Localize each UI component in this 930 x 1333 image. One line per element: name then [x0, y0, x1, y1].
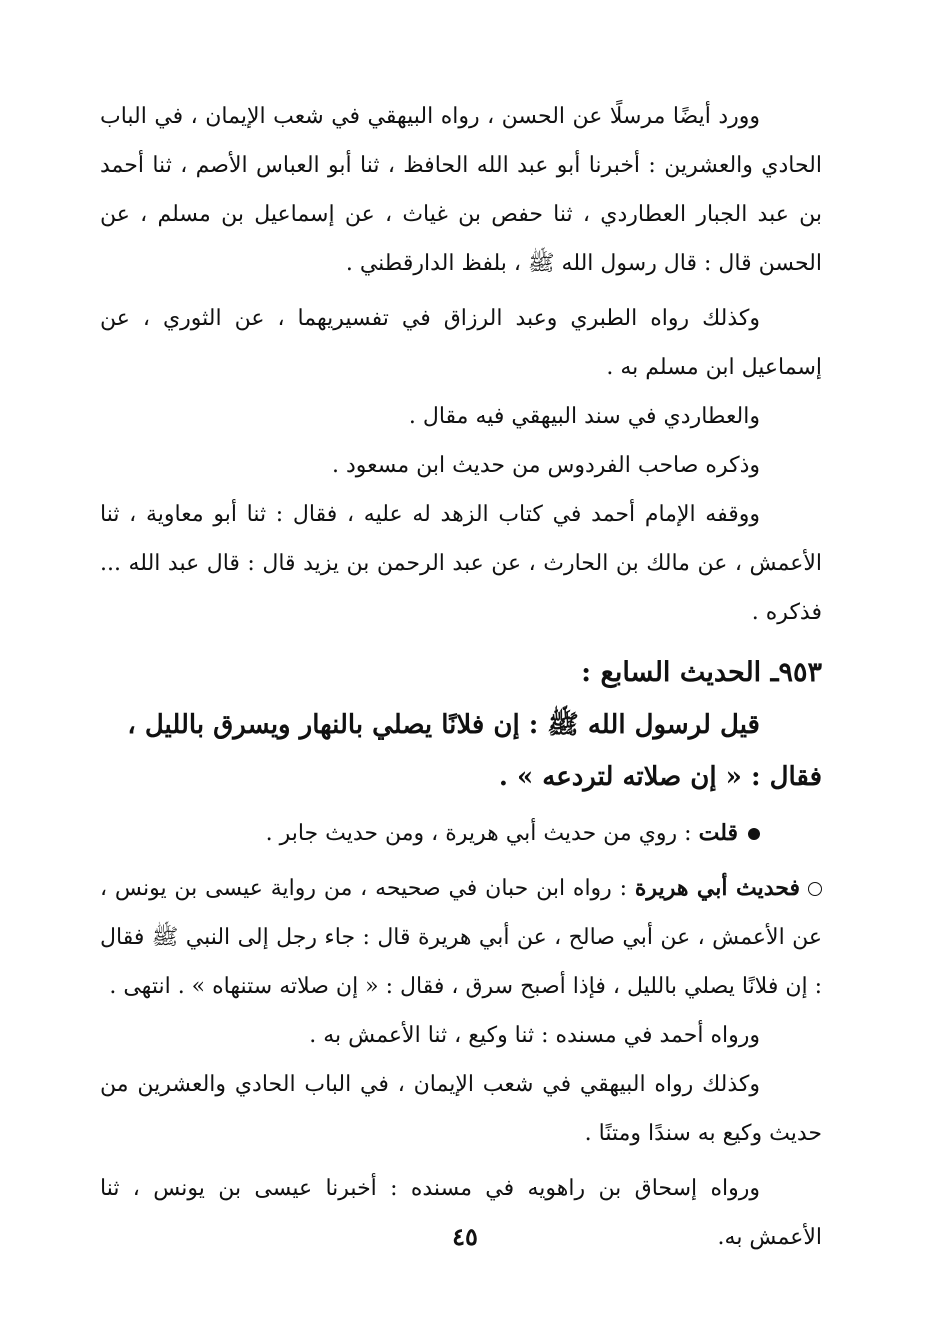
- paragraph-zuhd: ووقفه الإمام أحمد في كتاب الزهد له عليه ، فقال : ثنا أبو معاوية ، ثنا الأعمش ، عن مالك بن الحارث ، عن عبد الرحمن بن يزيد قال : قال عبد الله ... فذكره .: [100, 502, 822, 625]
- hollow-circle-icon: [808, 882, 822, 896]
- paragraph-mursal-hasan: وورد أيضًا مرسلًا عن الحسن ، رواه البيهقي في شعب الإيمان ، في الباب الحادي والعشرين : أخبرنا أبو عبد الله الحافظ ، ثنا أبو العباس الأصم ، ثنا أحمد بن عبد الجبار العطاردي ، ثنا حفص بن غياث ، عن إسماعيل بن مسلم ، عن الحسن قال : قال رسول الله ﷺ ، بلفظ الدارقطني .: [100, 104, 822, 276]
- note-paragraph: [100, 809, 822, 858]
- abu-hurayra-label: فحديث أبي هريرة: [634, 875, 801, 901]
- note-text: : روي من حديث أبي هريرة ، ومن حديث جابر .: [265, 821, 692, 846]
- page-body: [100, 92, 822, 1262]
- paragraph-tabari: وكذلك رواه الطبري وعبد الرزاق في تفسيريهما ، عن الثوري ، عن إسماعيل ابن مسلم به .: [100, 306, 822, 380]
- paragraph-bayhaqi-shuab: وكذلك رواه البيهقي في شعب الإيمان ، في الباب الحادي والعشرين من حديث وكيع به سندًا ومتنًا .: [100, 1072, 822, 1146]
- paragraph-ahmad-musnad: ورواه أحمد في مسنده : ثنا وكيع ، ثنا الأعمش به .: [309, 1023, 760, 1048]
- page-number: ٤٥: [452, 1222, 478, 1251]
- paragraph-ishaq: ورواه إسحاق بن راهويه في مسنده : أخبرنا عيسى بن يونس ، ثنا الأعمش به.: [100, 1176, 822, 1250]
- note-label: قلت: [698, 820, 738, 846]
- paragraph-utaridi: والعطاردي في سند البيهقي فيه مقال .: [408, 404, 760, 429]
- paragraph-firdaws: وذكره صاحب الفردوس من حديث ابن مسعود .: [331, 453, 760, 478]
- hadith-heading: ٩٥٣ـ الحديث السابع :: [581, 657, 822, 688]
- abu-hurayra-text: : رواه ابن حبان في صحيحه ، من رواية عيسى بن يونس ، عن الأعمش ، عن أبي صالح ، عن أبي هريرة قال : جاء رجل إلى النبي ﷺ فقال : إن فلانًا يصلي بالليل ، فإذا أصبح سرق ، فقال : « إن صلاته ستنهاه » . انتهى .: [100, 876, 822, 999]
- bullet-dot-icon: [748, 828, 760, 840]
- hadith-text-line-1: قيل لرسول الله ﷺ : إن فلانًا يصلي بالنهار ويسرق بالليل ،: [127, 710, 760, 740]
- abu-hurayra-paragraph: [100, 864, 822, 1011]
- hadith-text-line-2: فقال : « إن صلاته لتردعه » .: [498, 762, 822, 792]
